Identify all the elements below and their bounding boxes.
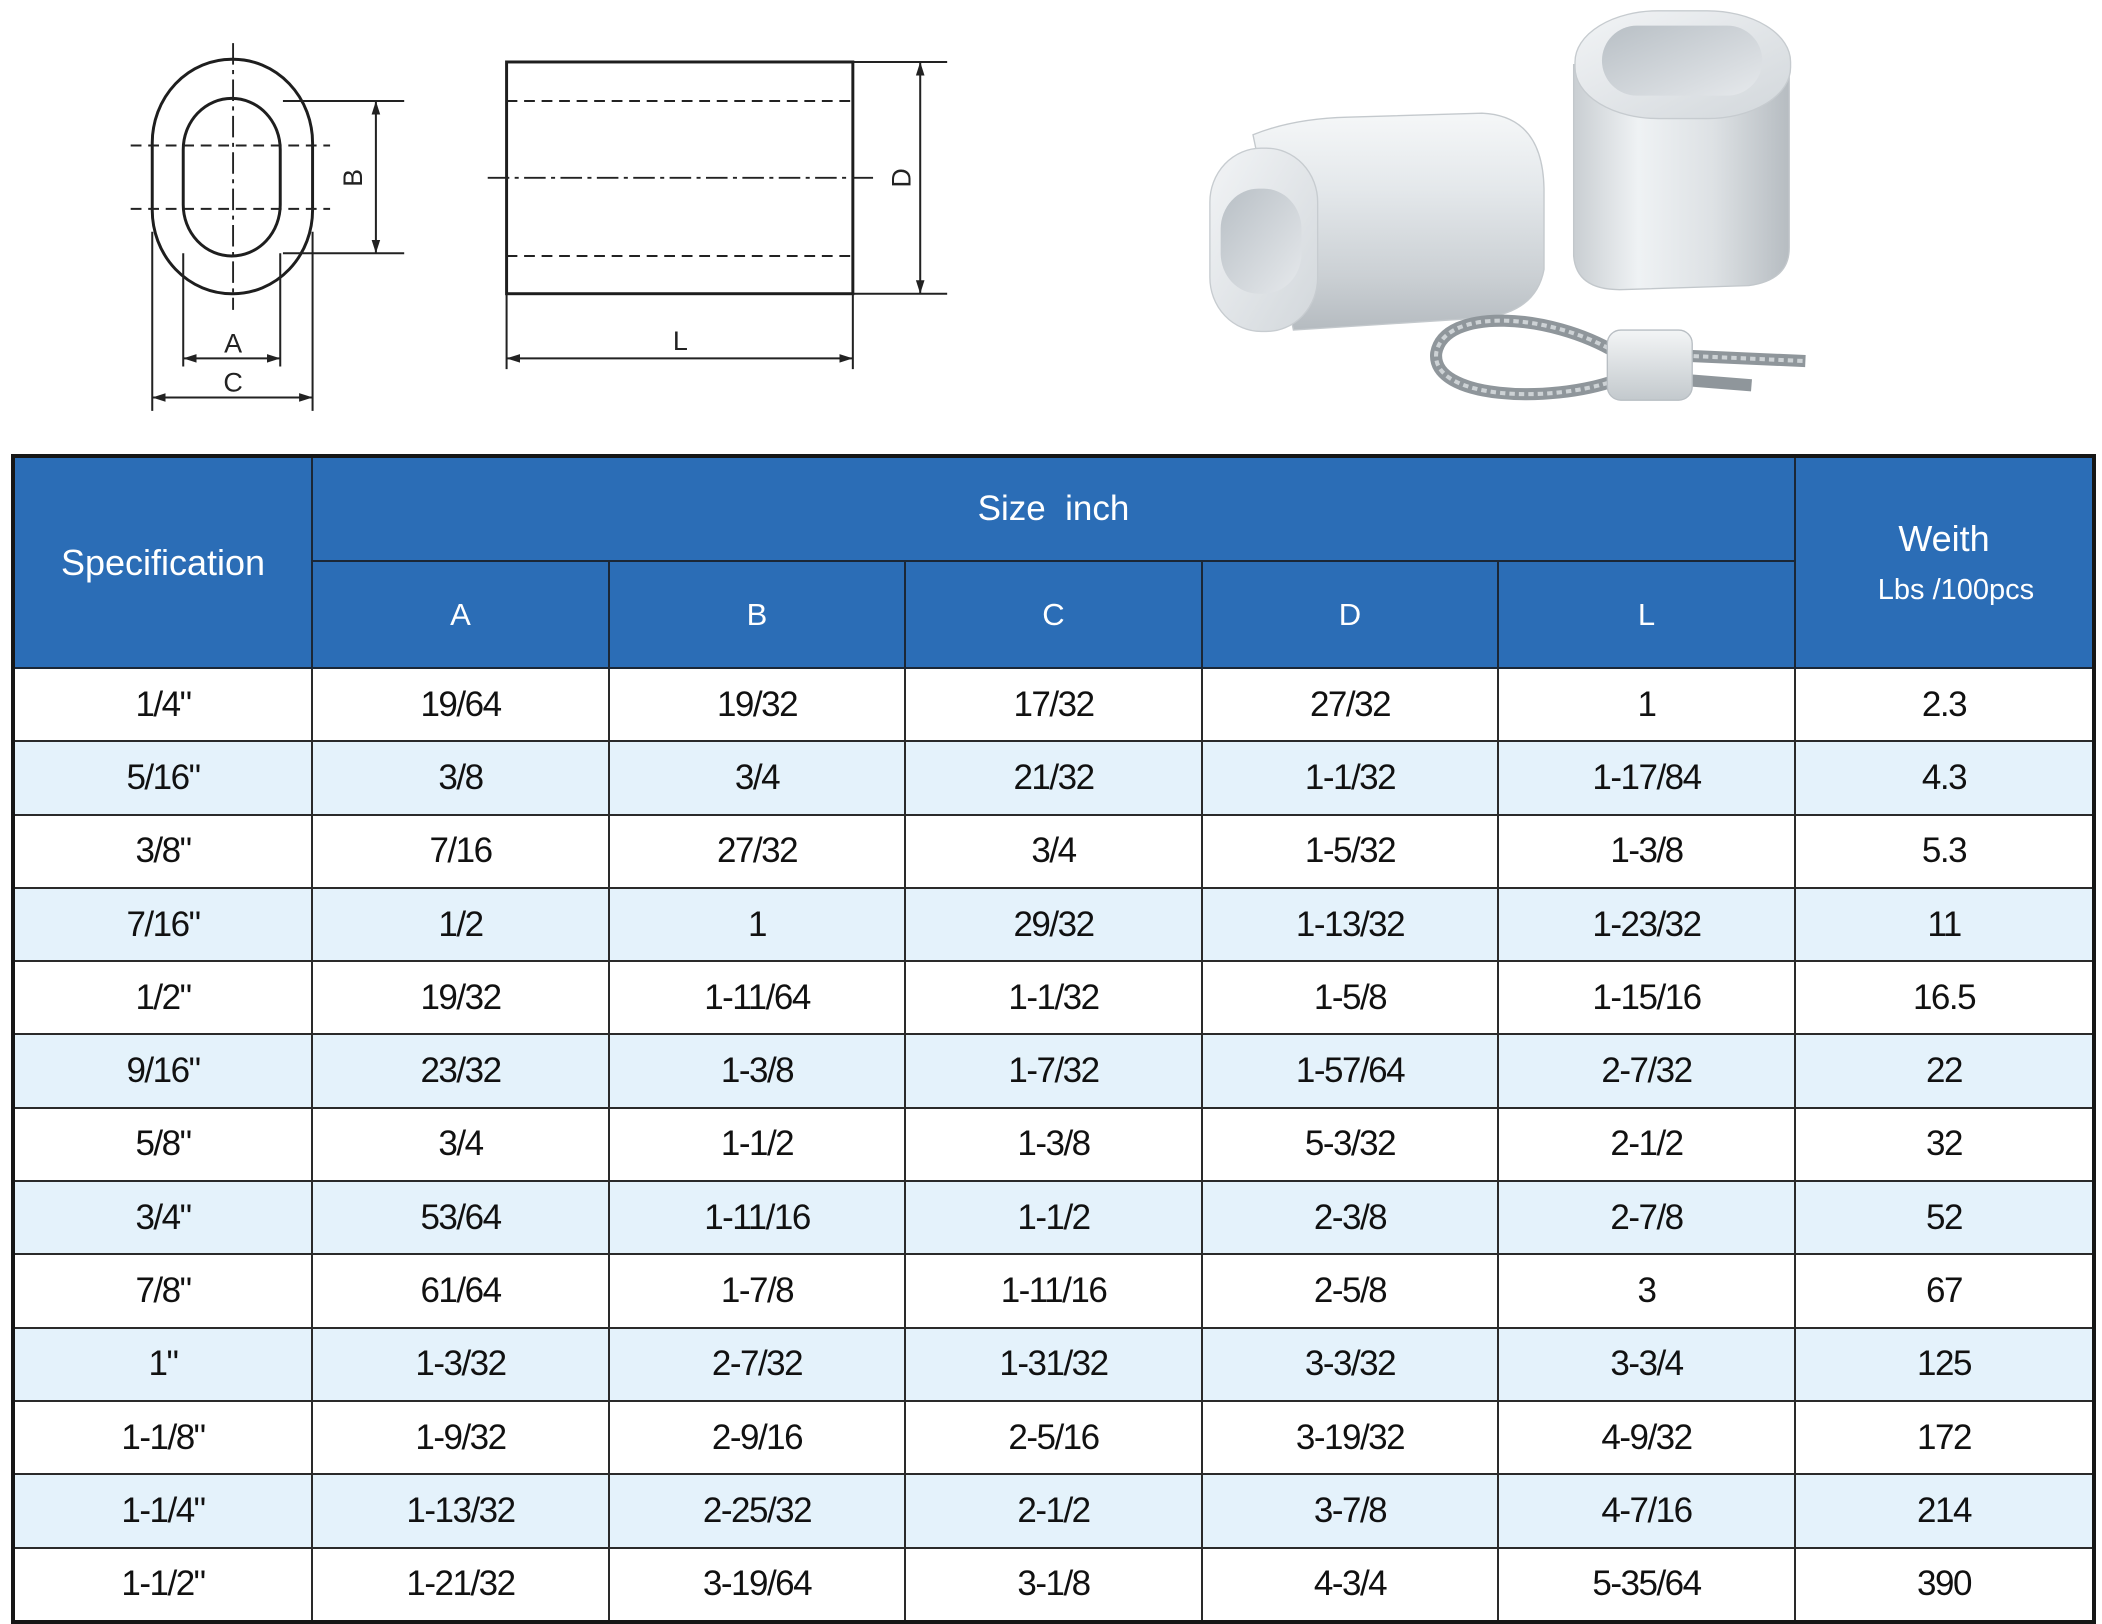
l-cell: 2-7/32 <box>1498 1034 1795 1107</box>
weight-cell: 32 <box>1795 1108 2094 1181</box>
weight-cell: 125 <box>1795 1328 2094 1401</box>
header-row <box>13 456 2094 561</box>
header-row <box>13 561 2094 668</box>
ferrule-small <box>1607 330 1692 400</box>
col-header-d: D <box>1202 561 1498 668</box>
weight-label: Weith <box>1898 518 1990 559</box>
specification-table <box>11 454 2096 1624</box>
weight-unit-label: Lbs /100pcs <box>1877 574 2035 606</box>
weight-cell: 390 <box>1795 1548 2094 1622</box>
d-cell: 5-3/32 <box>1202 1108 1498 1181</box>
spec-cell: 1/2" <box>13 961 312 1034</box>
spec-cell: 1-1/4" <box>13 1474 312 1547</box>
l-cell: 3 <box>1498 1254 1795 1327</box>
d-cell: 1-1/32 <box>1202 741 1498 814</box>
table-row <box>13 961 2094 1034</box>
b-cell: 2-9/16 <box>609 1401 905 1474</box>
b-cell: 1-1/2 <box>609 1108 905 1181</box>
table-row <box>13 741 2094 814</box>
l-cell: 4-9/32 <box>1498 1401 1795 1474</box>
c-cell: 29/32 <box>905 888 1202 961</box>
l-cell: 1-17/84 <box>1498 741 1795 814</box>
weight-cell: 52 <box>1795 1181 2094 1254</box>
d-cell: 1-57/64 <box>1202 1034 1498 1107</box>
spec-cell: 1-1/2" <box>13 1548 312 1622</box>
col-header-b: B <box>609 561 905 668</box>
a-cell: 53/64 <box>312 1181 609 1254</box>
table-row <box>13 1108 2094 1181</box>
b-cell: 1-11/16 <box>609 1181 905 1254</box>
l-cell: 1-3/8 <box>1498 815 1795 888</box>
l-cell: 1-23/32 <box>1498 888 1795 961</box>
l-cell: 2-7/8 <box>1498 1181 1795 1254</box>
d-cell: 3-19/32 <box>1202 1401 1498 1474</box>
d-cell: 4-3/4 <box>1202 1548 1498 1622</box>
a-cell: 61/64 <box>312 1254 609 1327</box>
d-cell: 2-3/8 <box>1202 1181 1498 1254</box>
table-row <box>13 1328 2094 1401</box>
c-cell: 3-1/8 <box>905 1548 1202 1622</box>
a-cell: 19/64 <box>312 668 609 741</box>
col-header-c: C <box>905 561 1202 668</box>
c-cell: 17/32 <box>905 668 1202 741</box>
c-cell: 1-1/2 <box>905 1181 1202 1254</box>
a-cell: 1-13/32 <box>312 1474 609 1547</box>
table-row <box>13 888 2094 961</box>
spec-cell: 7/8" <box>13 1254 312 1327</box>
dimension-label-c: C <box>223 367 243 398</box>
a-cell: 1-21/32 <box>312 1548 609 1622</box>
d-cell: 3-3/32 <box>1202 1328 1498 1401</box>
b-cell: 1-11/64 <box>609 961 905 1034</box>
spec-cell: 3/4" <box>13 1181 312 1254</box>
table-row <box>13 815 2094 888</box>
table-row <box>13 1548 2094 1622</box>
d-cell: 1-5/32 <box>1202 815 1498 888</box>
c-cell: 2-5/16 <box>905 1401 1202 1474</box>
l-cell: 5-35/64 <box>1498 1548 1795 1622</box>
c-cell: 2-1/2 <box>905 1474 1202 1547</box>
c-cell: 1-1/32 <box>905 961 1202 1034</box>
weight-cell: 4.3 <box>1795 741 2094 814</box>
a-cell: 19/32 <box>312 961 609 1034</box>
technical-drawings-and-photo <box>0 0 2102 450</box>
table-row <box>13 1474 2094 1547</box>
spec-cell: 5/16" <box>13 741 312 814</box>
table-row <box>13 668 2094 741</box>
c-cell: 1-11/16 <box>905 1254 1202 1327</box>
b-cell: 1 <box>609 888 905 961</box>
inner-profile <box>183 98 280 256</box>
b-cell: 3-19/64 <box>609 1548 905 1622</box>
c-cell: 1-7/32 <box>905 1034 1202 1107</box>
spec-cell: 7/16" <box>13 888 312 961</box>
wire-rope-loop <box>1436 321 1805 401</box>
table-row <box>13 1034 2094 1107</box>
b-cell: 1-7/8 <box>609 1254 905 1327</box>
a-cell: 3/8 <box>312 741 609 814</box>
l-cell: 1-15/16 <box>1498 961 1795 1034</box>
b-cell: 2-7/32 <box>609 1328 905 1401</box>
dimension-label-b: B <box>337 168 368 187</box>
col-header-a: A <box>312 561 609 668</box>
weight-cell: 11 <box>1795 888 2094 961</box>
table-row <box>13 1254 2094 1327</box>
specification-header: Specification <box>13 456 312 668</box>
size-header: Size inch <box>312 456 1795 561</box>
spec-cell: 1-1/8" <box>13 1401 312 1474</box>
l-cell: 4-7/16 <box>1498 1474 1795 1547</box>
table-row <box>13 1401 2094 1474</box>
b-cell: 1-3/8 <box>609 1034 905 1107</box>
ferrule-vertical <box>1574 11 1791 290</box>
a-cell: 23/32 <box>312 1034 609 1107</box>
ferrule-horizontal <box>1210 113 1544 331</box>
spec-cell: 9/16" <box>13 1034 312 1107</box>
d-cell: 3-7/8 <box>1202 1474 1498 1547</box>
l-cell: 2-1/2 <box>1498 1108 1795 1181</box>
weight-cell: 2.3 <box>1795 668 2094 741</box>
dimension-label-d: D <box>886 168 917 188</box>
a-cell: 3/4 <box>312 1108 609 1181</box>
side-view-drawing <box>488 62 947 369</box>
d-cell: 1-5/8 <box>1202 961 1498 1034</box>
c-cell: 1-3/8 <box>905 1108 1202 1181</box>
table-row <box>13 1181 2094 1254</box>
col-header-l: L <box>1498 561 1795 668</box>
dimension-label-l: L <box>672 325 688 356</box>
c-cell: 21/32 <box>905 741 1202 814</box>
l-cell: 1 <box>1498 668 1795 741</box>
spec-cell: 1/4" <box>13 668 312 741</box>
a-cell: 1-9/32 <box>312 1401 609 1474</box>
product-photo <box>1210 11 1806 400</box>
d-cell: 27/32 <box>1202 668 1498 741</box>
end-view-drawing <box>131 43 405 411</box>
weight-cell: 214 <box>1795 1474 2094 1547</box>
spec-cell: 5/8" <box>13 1108 312 1181</box>
b-cell: 19/32 <box>609 668 905 741</box>
weight-cell: 67 <box>1795 1254 2094 1327</box>
dimension-label-a: A <box>224 328 243 359</box>
c-cell: 3/4 <box>905 815 1202 888</box>
weight-header <box>1795 456 2094 668</box>
b-cell: 2-25/32 <box>609 1474 905 1547</box>
d-cell: 1-13/32 <box>1202 888 1498 961</box>
b-cell: 3/4 <box>609 741 905 814</box>
a-cell: 1/2 <box>312 888 609 961</box>
weight-cell: 22 <box>1795 1034 2094 1107</box>
c-cell: 1-31/32 <box>905 1328 1202 1401</box>
l-cell: 3-3/4 <box>1498 1328 1795 1401</box>
weight-cell: 172 <box>1795 1401 2094 1474</box>
d-cell: 2-5/8 <box>1202 1254 1498 1327</box>
a-cell: 1-3/32 <box>312 1328 609 1401</box>
b-cell: 27/32 <box>609 815 905 888</box>
weight-cell: 5.3 <box>1795 815 2094 888</box>
a-cell: 7/16 <box>312 815 609 888</box>
weight-cell: 16.5 <box>1795 961 2094 1034</box>
spec-cell: 1" <box>13 1328 312 1401</box>
spec-cell: 3/8" <box>13 815 312 888</box>
